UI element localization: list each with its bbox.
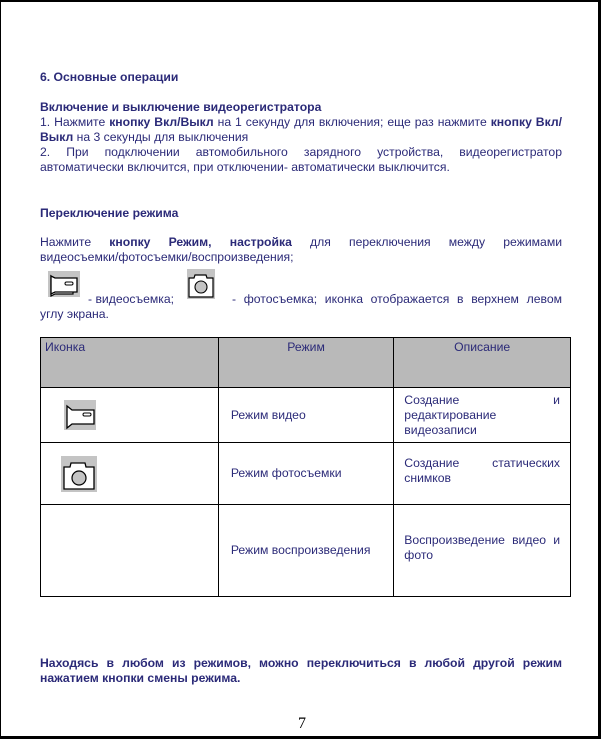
footer-note: Находясь в любом из режимов, можно переключиться в любой другой режим нажатием кнопки смены режима. <box>40 656 562 685</box>
table-cell-description: Создание и редактирование видеозаписи <box>394 388 571 443</box>
table-cell-mode: Режим воспроизведения <box>218 505 393 597</box>
text: для переключения между режимами видеосъемки/фотосъемки/воспроизведения; <box>40 235 563 264</box>
icons-continuation: углу экрана. <box>40 307 109 321</box>
table-cell-description: Воспроизведение видео и фото <box>394 505 571 597</box>
power-button-ref: кнопку Вкл/Выкл <box>40 115 562 144</box>
table-row <box>41 505 571 597</box>
modes-table <box>40 337 571 597</box>
power-item-2: 2. При подключении автомобильного зарядного устройства, видеорегистратор автоматически включится, при отключении- автоматически выключится. <box>40 145 562 174</box>
photo-label: - фотосъемка; иконка отображается в верхнем левом <box>232 292 562 306</box>
table-row <box>41 443 571 505</box>
table-cell-mode: Режим видео <box>218 388 393 443</box>
photo-camera-icon <box>61 456 97 492</box>
video-camera-icon <box>48 271 80 297</box>
page-number: 7 <box>298 715 306 732</box>
text: на 3 секунды для выключения <box>73 130 249 144</box>
table-row <box>41 388 571 443</box>
table-cell-mode: Режим фотосъемки <box>218 443 393 505</box>
table-cell-icon <box>41 388 219 443</box>
text: 1. Нажмите <box>40 115 110 129</box>
video-camera-icon <box>64 400 96 430</box>
table-cell-icon <box>41 505 219 597</box>
photo-camera-icon <box>187 269 215 299</box>
power-heading: Включение и выключение видеорегистратора <box>40 100 322 114</box>
header-description: Описание <box>394 338 571 388</box>
table-header-row <box>41 338 571 388</box>
video-label: - видеосъемка; <box>88 292 175 306</box>
mode-heading: Переключение режима <box>40 206 179 220</box>
power-button-ref: кнопку Вкл/Выкл <box>109 115 214 129</box>
mode-button-ref: кнопку Режим, настройка <box>109 235 292 249</box>
text: Нажмите <box>40 235 110 249</box>
header-icon: Иконка <box>41 338 219 388</box>
table-cell-description: Создание статических снимков <box>394 443 571 505</box>
mode-paragraph <box>40 235 562 265</box>
table-cell-icon <box>41 443 219 505</box>
header-mode: Режим <box>218 338 393 388</box>
section-title: 6. Основные операции <box>40 70 179 84</box>
text: на 1 секунду для включения; еще раз нажмите <box>213 115 491 129</box>
power-item-1 <box>40 115 562 145</box>
